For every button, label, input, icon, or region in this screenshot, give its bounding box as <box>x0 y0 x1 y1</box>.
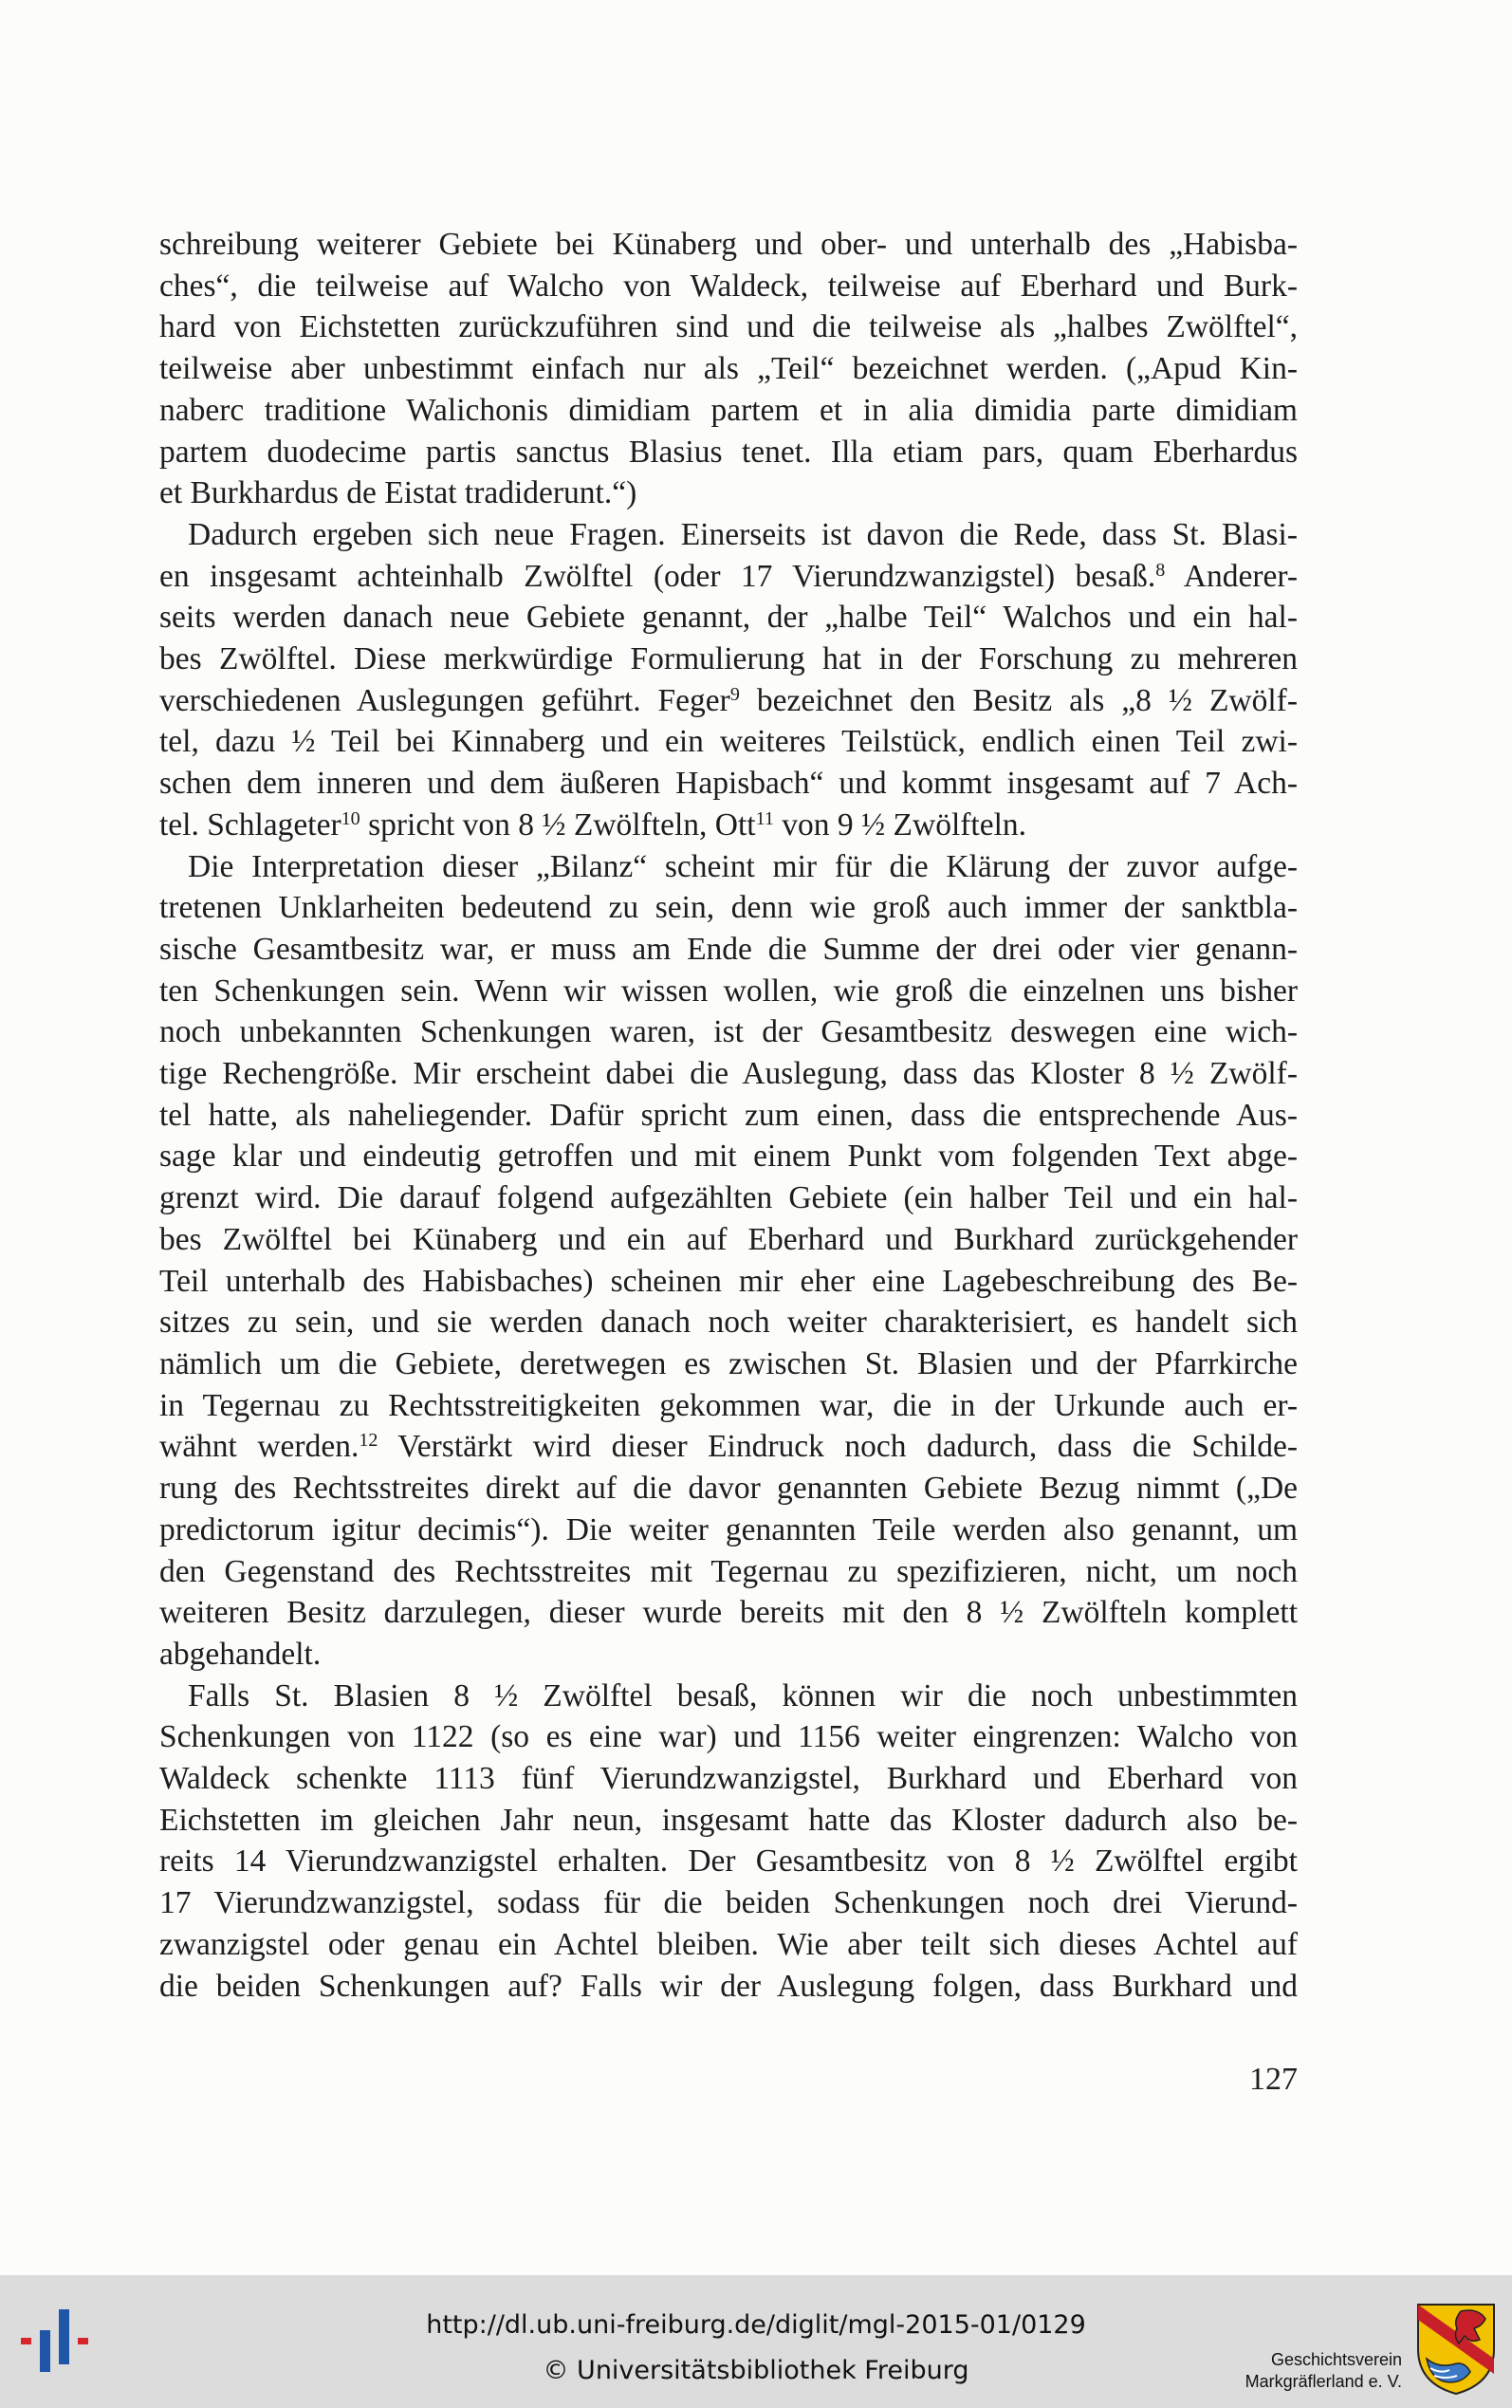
text-line: Dadurch ergeben sich neue Fragen. Einerseits ist davon die Rede, dass St. Blasi- <box>188 516 1298 552</box>
text-line: Teil unterhalb des Habisbaches) scheinen mir eher eine Lagebeschreibung des Be- <box>159 1263 1298 1299</box>
text-line: tel, dazu ½ Teil bei Kinnaberg und ein weiteres Teilstück, endlich einen Teil zwi- <box>159 724 1298 760</box>
text-fragment: Anderer- <box>1165 558 1298 594</box>
ub-freiburg-logo-icon[interactable] <box>21 2309 106 2376</box>
text-line: noch unbekannten Schenkungen waren, ist der Gesamtbesitz deswegen eine wich- <box>159 1014 1298 1050</box>
text-line: ches“, die teilweise auf Walcho von Waldeck, teilweise auf Eberhard und Burk- <box>159 268 1298 304</box>
coat-of-arms-icon[interactable] <box>1415 2302 1497 2397</box>
society-name <box>1212 2349 1402 2393</box>
society-name-line2: Markgräflerland e. V. <box>1245 2372 1402 2391</box>
text-line: ten Schenkungen sein. Wenn wir wissen wollen, wie groß die einzelnen uns bisher <box>159 972 1298 1009</box>
text-line: 17 Vierundzwanzigstel, sodass für die beiden Schenkungen noch drei Vierund- <box>159 1885 1298 1921</box>
text-line: nämlich um die Gebiete, deretwegen es zwischen St. Blasien und der Pfarrkirche <box>159 1345 1298 1381</box>
page-number: 127 <box>1249 2062 1298 2097</box>
text-line: sitzes zu sein, und sie werden danach noch weiter charakterisiert, es handelt sich <box>159 1305 1298 1341</box>
footnote-marker[interactable]: 12 <box>359 1430 378 1452</box>
text-fragment: bezeichnet den Besitz als „8 ½ Zwölf- <box>739 682 1298 718</box>
text-line: zwanzigstel oder genau ein Achtel bleiben. Wie aber teilt sich dieses Achtel auf <box>159 1926 1298 1962</box>
text-fragment: verschiedenen Auslegungen geführt. Feger <box>159 682 730 718</box>
text-fragment: wähnt werden. <box>159 1429 360 1465</box>
text-line <box>159 680 1298 722</box>
footer-copyright: © Universitätsbibliothek Freiburg <box>543 2356 969 2385</box>
text-line: sische Gesamtbesitz war, er muss am Ende die Summe der drei oder vier genann- <box>159 931 1298 967</box>
text-line: tretenen Unklarheiten bedeutend zu sein, denn wie groß auch immer der sanktbla- <box>159 890 1298 926</box>
text-line <box>159 1426 1298 1468</box>
text-line: Falls St. Blasien 8 ½ Zwölftel besaß, können wir die noch unbestimmten <box>188 1677 1298 1713</box>
text-line: partem duodecime partis sanctus Blasius tenet. Illa etiam pars, quam Eberhardus <box>159 434 1298 470</box>
footer-bar <box>0 2275 1512 2408</box>
text-line: tige Rechengröße. Mir erscheint dabei die Auslegung, dass das Kloster 8 ½ Zwölf- <box>159 1056 1298 1092</box>
text-line: tel hatte, als naheliegender. Dafür spricht zum einen, dass die entsprechende Aus- <box>159 1097 1298 1133</box>
text-fragment: Verstärkt wird dieser Eindruck noch dadurch, dass die Schilde- <box>378 1429 1298 1465</box>
text-line: rung des Rechtsstreites direkt auf die davor genannten Gebiete Bezug nimmt („De <box>159 1471 1298 1507</box>
society-name-line1: Geschichtsverein <box>1270 2350 1402 2369</box>
text-line: et Burkhardus de Eistat tradiderunt.“) <box>159 475 637 511</box>
text-line: schreibung weiterer Gebiete bei Künaberg und ober- und unterhalb des „Habisba- <box>159 227 1298 262</box>
text-line: die beiden Schenkungen auf? Falls wir der Auslegung folgen, dass Burkhard und <box>159 1968 1298 2004</box>
footnote-marker[interactable]: 8 <box>1155 559 1166 581</box>
text-line: weiteren Besitz darzulegen, dieser wurde bereits mit den 8 ½ Zwölfteln komplett <box>159 1595 1298 1631</box>
text-line: grenzt wird. Die darauf folgend aufgezählten Gebiete (ein halber Teil und ein hal- <box>159 1180 1298 1216</box>
text-fragment: en insgesamt achteinhalb Zwölftel (oder 17 Vierundzwanzigstel) besaß. <box>159 558 1156 594</box>
text-line <box>159 805 1298 846</box>
text-fragment: von 9 ½ Zwölfteln. <box>773 806 1027 843</box>
text-line <box>159 556 1298 598</box>
text-fragment: tel. Schlageter <box>159 806 341 843</box>
footnote-marker[interactable]: 11 <box>755 807 774 829</box>
text-line: predictorum igitur decimis“). Die weiter genannten Teile werden also genannt, um <box>159 1511 1298 1547</box>
text-line: in Tegernau zu Rechtsstreitigkeiten gekommen war, die in der Urkunde auch er- <box>159 1387 1298 1423</box>
text-line: naberc traditione Walichonis dimidiam partem et in alia dimidia parte dimidiam <box>159 392 1298 428</box>
text-fragment: spricht von 8 ½ Zwölfteln, Ott <box>360 806 756 843</box>
text-line: bes Zwölftel. Diese merkwürdige Formulierung hat in der Forschung zu mehreren <box>159 641 1298 677</box>
footer-url-link[interactable]: http://dl.ub.uni-freiburg.de/diglit/mgl-2015-01/0129 <box>426 2310 1086 2340</box>
body-text <box>159 224 1298 2007</box>
text-line: sage klar und eindeutig getroffen und mit einem Punkt vom folgenden Text abge- <box>159 1139 1298 1175</box>
text-line: Waldeck schenkte 1113 fünf Vierundzwanzigstel, Burkhard und Eberhard von <box>159 1761 1298 1797</box>
text-line: Die Interpretation dieser „Bilanz“ scheint mir für die Klärung der zuvor aufge- <box>188 848 1298 884</box>
text-line: reits 14 Vierundzwanzigstel erhalten. Der Gesamtbesitz von 8 ½ Zwölftel ergibt <box>159 1843 1298 1880</box>
text-line: schen dem inneren und dem äußeren Hapisbach“ und kommt insgesamt auf 7 Ach- <box>159 766 1298 802</box>
text-line: bes Zwölftel bei Künaberg und ein auf Eberhard und Burkhard zurückgehender <box>159 1221 1298 1257</box>
text-line: hard von Eichstetten zurückzuführen sind und die teilweise als „halbes Zwölftel“, <box>159 309 1298 345</box>
text-line: abgehandelt. <box>159 1636 322 1672</box>
text-line: teilweise aber unbestimmt einfach nur als „Teil“ bezeichnet werden. („Apud Kin- <box>159 351 1298 387</box>
text-line: den Gegenstand des Rechtsstreites mit Tegernau zu spezifizieren, nicht, um noch <box>159 1553 1298 1589</box>
text-line: seits werden danach neue Gebiete genannt, der „halbe Teil“ Walchos und ein hal- <box>159 600 1298 636</box>
text-line: Schenkungen von 1122 (so es eine war) und 1156 weiter eingrenzen: Walcho von <box>159 1719 1298 1755</box>
footnote-marker[interactable]: 10 <box>341 807 360 829</box>
footnote-marker[interactable]: 9 <box>729 683 740 705</box>
text-line: Eichstetten im gleichen Jahr neun, insgesamt hatte das Kloster dadurch also be- <box>159 1802 1298 1838</box>
